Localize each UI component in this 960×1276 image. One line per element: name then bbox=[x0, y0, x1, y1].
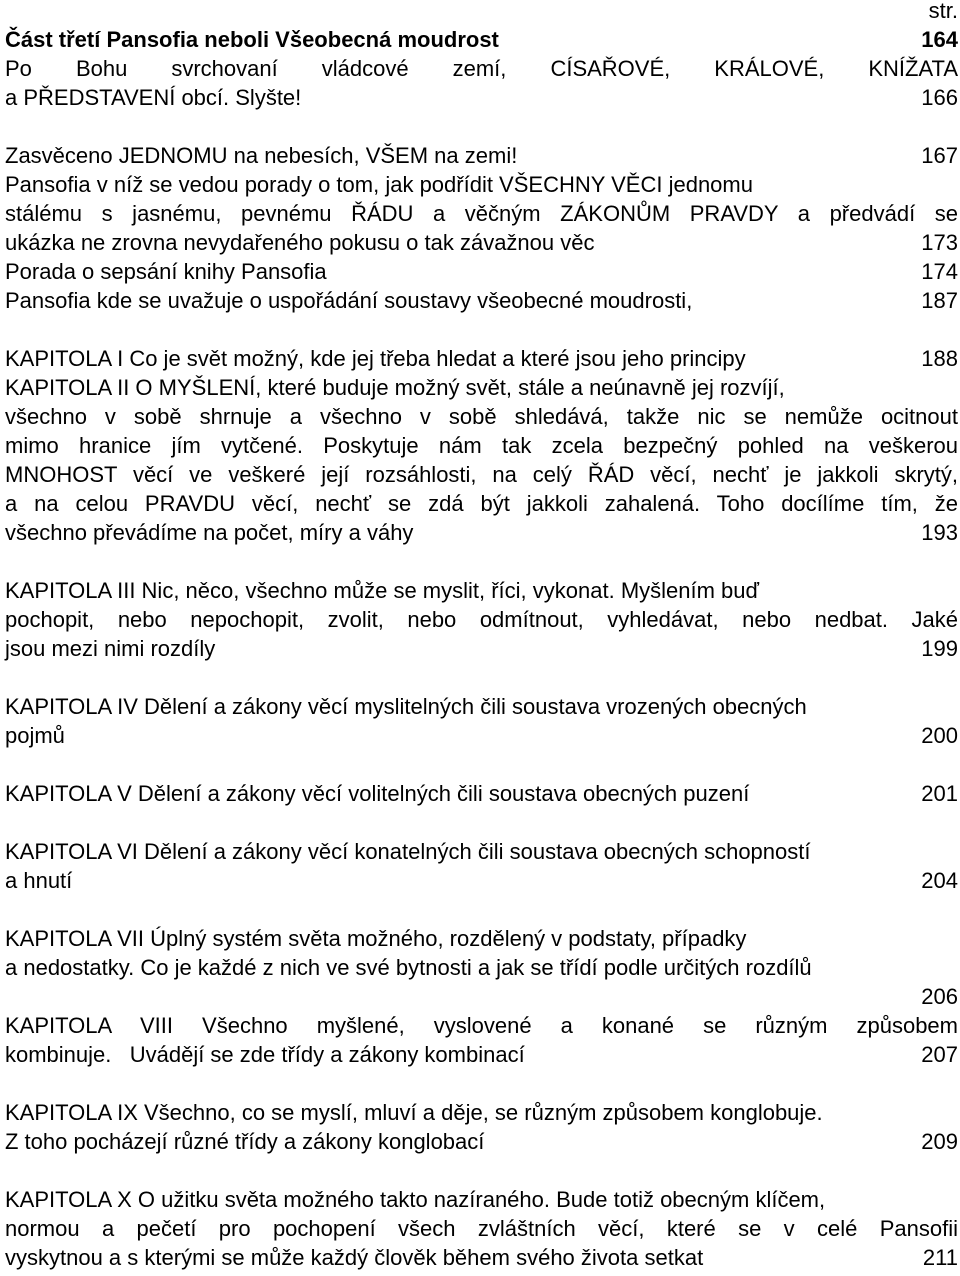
toc-entry-address bbox=[5, 83, 958, 112]
toc-entry-text: Z toho pocházejí různé třídy a zákony konglobací bbox=[5, 1129, 485, 1154]
toc-chapter-1 bbox=[5, 344, 958, 373]
toc-entry-line: stálému s jasnému, pevnému ŘÁDU a věčným ZÁKONŮM PRAVDY a předvádí se bbox=[5, 201, 958, 226]
toc-page-number: 211 bbox=[922, 1245, 958, 1270]
toc-entry-line: a nedostatky. Co je každé z nich ve své bytnosti a jak se třídí podle určitých rozdílů bbox=[5, 955, 812, 980]
toc-entry-text: Zasvěceno JEDNOMU na nebesích, VŠEM na zemi! bbox=[5, 143, 518, 168]
toc-entry-line: KAPITOLA IX Všechno, co se myslí, mluví a děje, se různým způsobem konglobuje. bbox=[5, 1100, 823, 1125]
toc-page-number: 200 bbox=[921, 723, 958, 748]
toc-chapter-5 bbox=[5, 779, 958, 808]
toc-chapter-3 bbox=[5, 634, 958, 663]
toc-entry-text: ukázka ne zrovna nevydařeného pokusu o tak závažnou věc bbox=[5, 230, 595, 255]
toc-entry-line: MNOHOST věcí ve veškeré její rozsáhlosti, na celý ŘÁD věcí, nechť je jakkoli skrytý, bbox=[5, 462, 958, 487]
toc-page-number: 187 bbox=[921, 288, 958, 313]
toc-page-number: 207 bbox=[921, 1042, 958, 1067]
toc-entry-line: mimo hranice jím vytčené. Poskytuje nám tak zcela bezpečný pohled na veškerou bbox=[5, 433, 958, 458]
toc-page-number: 166 bbox=[921, 85, 958, 110]
toc-entry-line: Pansofia v níž se vedou porady o tom, jak podřídit VŠECHNY VĚCI jednomu bbox=[5, 172, 753, 197]
toc-page-number: 201 bbox=[921, 781, 958, 806]
toc-page-number: 204 bbox=[921, 868, 958, 893]
toc-entry-text: KAPITOLA I Co je svět možný, kde jej třeba hledat a které jsou jeho principy bbox=[5, 346, 746, 371]
toc-page-number: 206 bbox=[921, 984, 958, 1009]
toc-entry-line: KAPITOLA VI Dělení a zákony věcí konatelných čili soustava obecných schopností bbox=[5, 839, 811, 864]
toc-page-number: 193 bbox=[921, 520, 958, 545]
toc-entry-text: jsou mezi nimi rozdíly bbox=[5, 636, 216, 661]
toc-chapter-4 bbox=[5, 721, 958, 750]
toc-entry-address-line: Po Bohu svrchovaní vládcové zemí, CÍSAŘOVÉ, KRÁLOVÉ, KNÍŽATA bbox=[5, 56, 958, 81]
toc-entry-text: Porada o sepsání knihy Pansofia bbox=[5, 259, 327, 284]
toc-entry-line: KAPITOLA VII Úplný systém světa možného, rozdělený v podstaty, případky bbox=[5, 926, 747, 951]
toc-chapter-2 bbox=[5, 518, 958, 547]
toc-entry-text: Pansofia kde se uvažuje o uspořádání soustavy všeobecné moudrosti, bbox=[5, 288, 693, 313]
toc-chapter-10 bbox=[5, 1243, 958, 1272]
toc-page-number: 174 bbox=[921, 259, 958, 284]
page-column-header: str. bbox=[928, 0, 958, 23]
toc-entry-line: KAPITOLA II O MYŠLENÍ, které buduje možný svět, stále a neúnavně jej rozvíjí, bbox=[5, 375, 785, 400]
toc-entry-text: vyskytnou a s kterými se může každý člověk během svého života setkat bbox=[5, 1245, 704, 1270]
toc-entry-line: normou a pečetí pro pochopení všech zvláštních věcí, které se v celé Pansofii bbox=[5, 1216, 958, 1241]
toc-chapter-9 bbox=[5, 1127, 958, 1156]
toc-entry-text: všechno převádíme na počet, míry a váhy bbox=[5, 520, 414, 545]
toc-entry-dedication bbox=[5, 141, 958, 170]
toc-page-number: 188 bbox=[921, 346, 958, 371]
toc-entry-text: kombinuje. Uvádějí se zde třídy a zákony kombinací bbox=[5, 1042, 525, 1067]
toc-page-number: 173 bbox=[921, 230, 958, 255]
toc-entry-line: KAPITOLA III Nic, něco, všechno může se myslit, říci, vykonat. Myšlením buď bbox=[5, 578, 760, 603]
toc-entry-line: KAPITOLA VIII Všechno myšlené, vyslovené a konané se různým způsobem bbox=[5, 1013, 958, 1038]
toc-entry-text: a hnutí bbox=[5, 868, 73, 893]
toc-entry-line: KAPITOLA IV Dělení a zákony věcí myslitelných čili soustava vrozených obecných bbox=[5, 694, 807, 719]
toc-page-number: 167 bbox=[921, 143, 958, 168]
toc-chapter-8 bbox=[5, 1040, 958, 1069]
part-title: Část třetí Pansofia neboli Všeobecná moudrost bbox=[5, 27, 499, 52]
toc-entry-line: pochopit, nebo nepochopit, zvolit, nebo odmítnout, vyhledávat, nebo nedbat. Jaké bbox=[5, 607, 958, 632]
toc-entry-text: KAPITOLA V Dělení a zákony věcí volitelných čili soustava obecných puzení bbox=[5, 781, 750, 806]
toc-entry-porada bbox=[5, 257, 958, 286]
toc-entry-line: KAPITOLA X O užitku světa možného takto nazíraného. Bude totiž obecným klíčem, bbox=[5, 1187, 826, 1212]
toc-entry-text: a PŘEDSTAVENÍ obcí. Slyšte! bbox=[5, 85, 302, 110]
toc-entry-soustava bbox=[5, 286, 958, 315]
part-title-page: 164 bbox=[921, 27, 958, 52]
toc-chapter-6 bbox=[5, 866, 958, 895]
toc-page-number: 199 bbox=[921, 636, 958, 661]
toc-entry-line: a na celou PRAVDU věcí, nechť se zdá být jakkoli zahalená. Toho docílíme tím, že bbox=[5, 491, 958, 516]
toc-entry-pansofia bbox=[5, 228, 958, 257]
toc-page-number: 209 bbox=[921, 1129, 958, 1154]
toc-entry-line: všechno v sobě shrnuje a všechno v sobě shledává, takže nic se nemůže ocitnout bbox=[5, 404, 958, 429]
part-title-row bbox=[5, 25, 958, 54]
toc-entry-text: pojmů bbox=[5, 723, 65, 748]
